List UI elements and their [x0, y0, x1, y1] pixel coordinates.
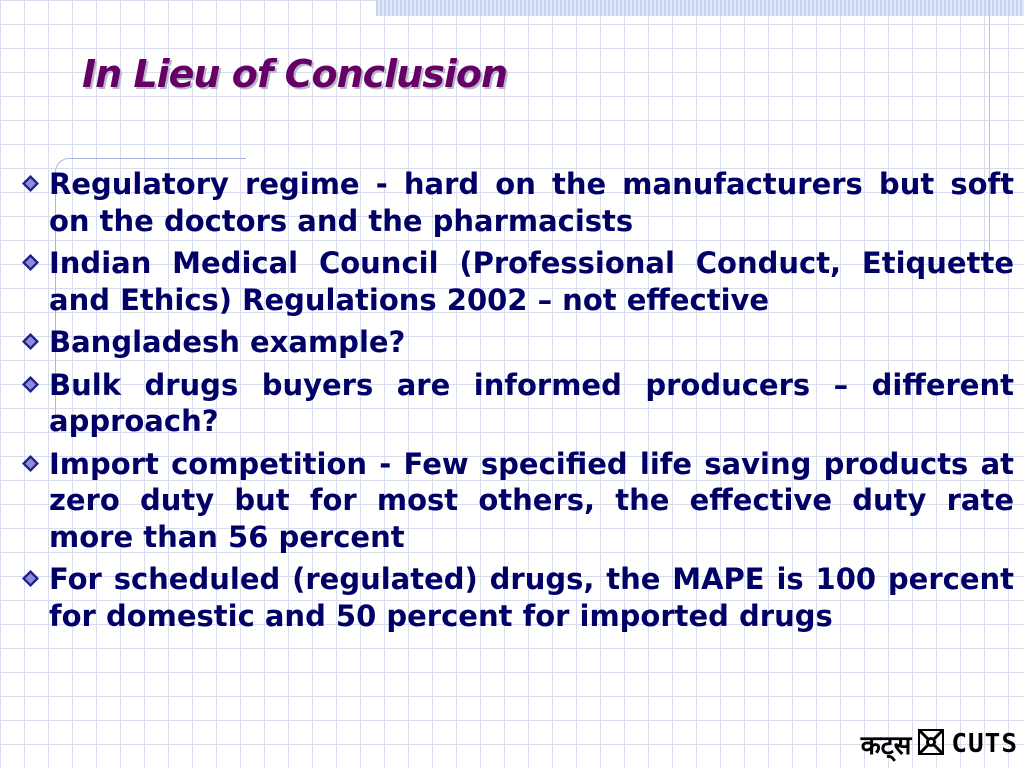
slide-title: In Lieu of Conclusion [82, 52, 508, 96]
bullet-item [22, 324, 1014, 361]
bullet-text: Bulk drugs buyers are informed producers – different approach? [49, 367, 1014, 438]
top-decorative-band [376, 0, 1024, 16]
bullet-item [22, 561, 1014, 634]
bullet-text: Import competition - Few specified life saving products at zero duty but for most others, the effective duty rate more than 56 percent [49, 446, 1014, 554]
bullet-text: Regulatory regime - hard on the manufacturers but soft on the doctors and the pharmacists [49, 167, 1014, 238]
diamond-icon [22, 367, 49, 440]
bullet-text: For scheduled (regulated) drugs, the MAPE is 100 percent for domestic and 50 percent for imported drugs [49, 562, 1014, 633]
bullet-item [22, 446, 1014, 556]
cuts-logo [861, 726, 1018, 762]
bullet-text: Bangladesh example? [49, 325, 406, 359]
bullet-list [22, 166, 1014, 640]
diamond-icon [22, 324, 49, 361]
bullet-item [22, 166, 1014, 239]
logo-english-text: CUTS [951, 729, 1018, 759]
diamond-icon [22, 245, 49, 318]
bullet-item [22, 245, 1014, 318]
bullet-text: Indian Medical Council (Professional Conduct, Etiquette and Ethics) Regulations 2002 – not effective [49, 246, 1014, 317]
diamond-icon [22, 446, 49, 556]
diamond-icon [22, 561, 49, 634]
diamond-icon [22, 166, 49, 239]
logo-hindi-text: कट्स [860, 731, 912, 761]
cuts-emblem-icon [917, 728, 945, 760]
bullet-item [22, 367, 1014, 440]
